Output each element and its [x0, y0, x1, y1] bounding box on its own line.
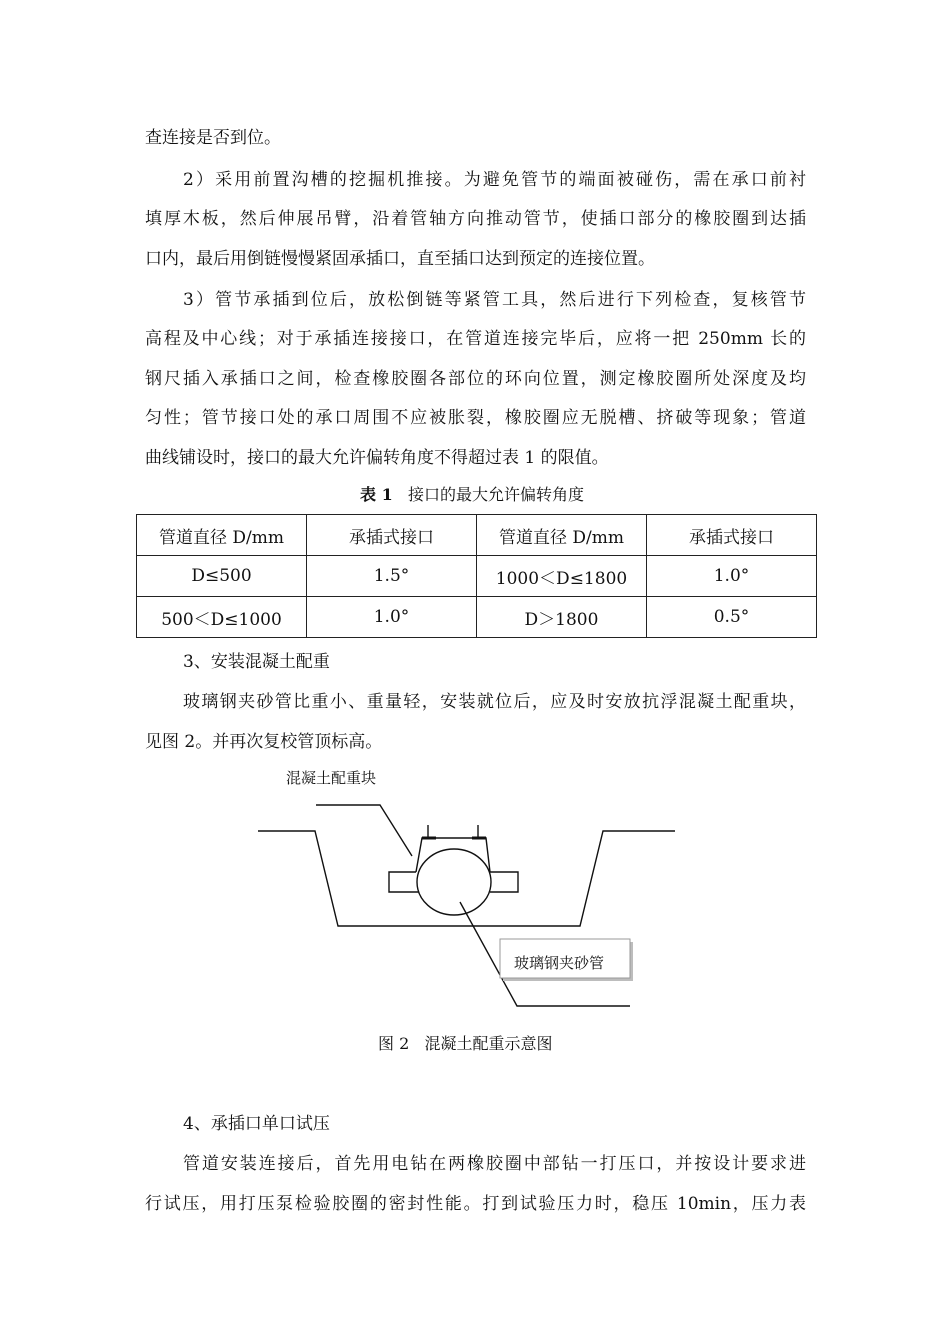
concrete-block [389, 872, 419, 892]
paragraph-line: 管道安装连接后，首先用电钻在两橡胶圈中部钻一打压口，并按设计要求进 [183, 1154, 806, 1174]
table-header-cell: 承插式接口 [647, 515, 817, 556]
table-cell: D＞1800 [477, 597, 647, 638]
table-header-cell: 管道直径 D/mm [137, 515, 307, 556]
table-cell: 0.5° [647, 597, 817, 638]
table-cell: 1.0° [307, 597, 477, 638]
figure-caption-label: 图 2 [378, 1034, 410, 1053]
concrete-block [416, 838, 518, 892]
pipe-circle [417, 849, 491, 915]
table-header-cell: 管道直径 D/mm [477, 515, 647, 556]
table-caption [360, 484, 584, 506]
paragraph-line: 钢尺插入承插口之间，检查橡胶圈各部位的环向位置，测定橡胶圈所处深度及均 [145, 369, 806, 389]
paragraph-line: 2）采用前置沟槽的挖掘机推接。为避免管节的端面被碰伤，需在承口前衬 [183, 170, 806, 190]
table-row [137, 597, 817, 638]
trench-outline [258, 831, 675, 926]
paragraph-line: 行试压，用打压泵检验胶圈的密封性能。打到试验压力时，稳压 10min，压力表 [145, 1194, 806, 1214]
table-cell: D≤500 [137, 556, 307, 597]
table-caption-text: 接口的最大允许偏转角度 [407, 485, 584, 504]
concrete-weight-diagram [0, 760, 950, 1020]
table-header-row [137, 515, 817, 556]
section-heading: 3、安装混凝土配重 [183, 652, 330, 672]
table-cell: 500＜D≤1000 [137, 597, 307, 638]
figure-caption-text: 混凝土配重示意图 [424, 1034, 553, 1053]
section-heading: 4、承插口单口试压 [183, 1114, 330, 1134]
block-leader [316, 805, 412, 856]
paragraph-line: 匀性；管节接口处的承口周围不应被胀裂，橡胶圈应无脱槽、挤破等现象；管道 [145, 408, 806, 428]
paragraph-line: 高程及中心线；对于承插连接接口，在管道连接完毕后，应将一把 250mm 长的 [145, 329, 806, 349]
paragraph-line: 查连接是否到位。 [145, 128, 281, 148]
paragraph-line: 玻璃钢夹砂管比重小、重量轻，安装就位后，应及时安放抗浮混凝土配重块， [183, 692, 806, 712]
table-row [137, 556, 817, 597]
paragraph-line: 见图 2。并再次复校管顶标高。 [145, 732, 383, 752]
deflection-angle-table [136, 514, 817, 638]
table-caption-label: 表 1 [360, 485, 393, 504]
paragraph-line: 3）管节承插到位后，放松倒链等紧管工具，然后进行下列检查，复核管节 [183, 290, 806, 310]
pipe-label: 玻璃钢夹砂管 [514, 954, 605, 972]
table-cell: 1000＜D≤1800 [477, 556, 647, 597]
table-cell: 1.0° [647, 556, 817, 597]
table-header-cell: 承插式接口 [307, 515, 477, 556]
paragraph-line: 口内，最后用倒链慢慢紧固承插口，直至插口达到预定的连接位置。 [145, 249, 655, 269]
paragraph-line: 曲线铺设时，接口的最大允许偏转角度不得超过表 1 的限值。 [145, 448, 609, 468]
figure-caption [378, 1033, 553, 1055]
table-cell: 1.5° [307, 556, 477, 597]
block-label: 混凝土配重块 [286, 769, 377, 787]
paragraph-line: 填厚木板，然后伸展吊臂，沿着管轴方向推动管节，使插口部分的橡胶圈到达插 [145, 209, 806, 229]
